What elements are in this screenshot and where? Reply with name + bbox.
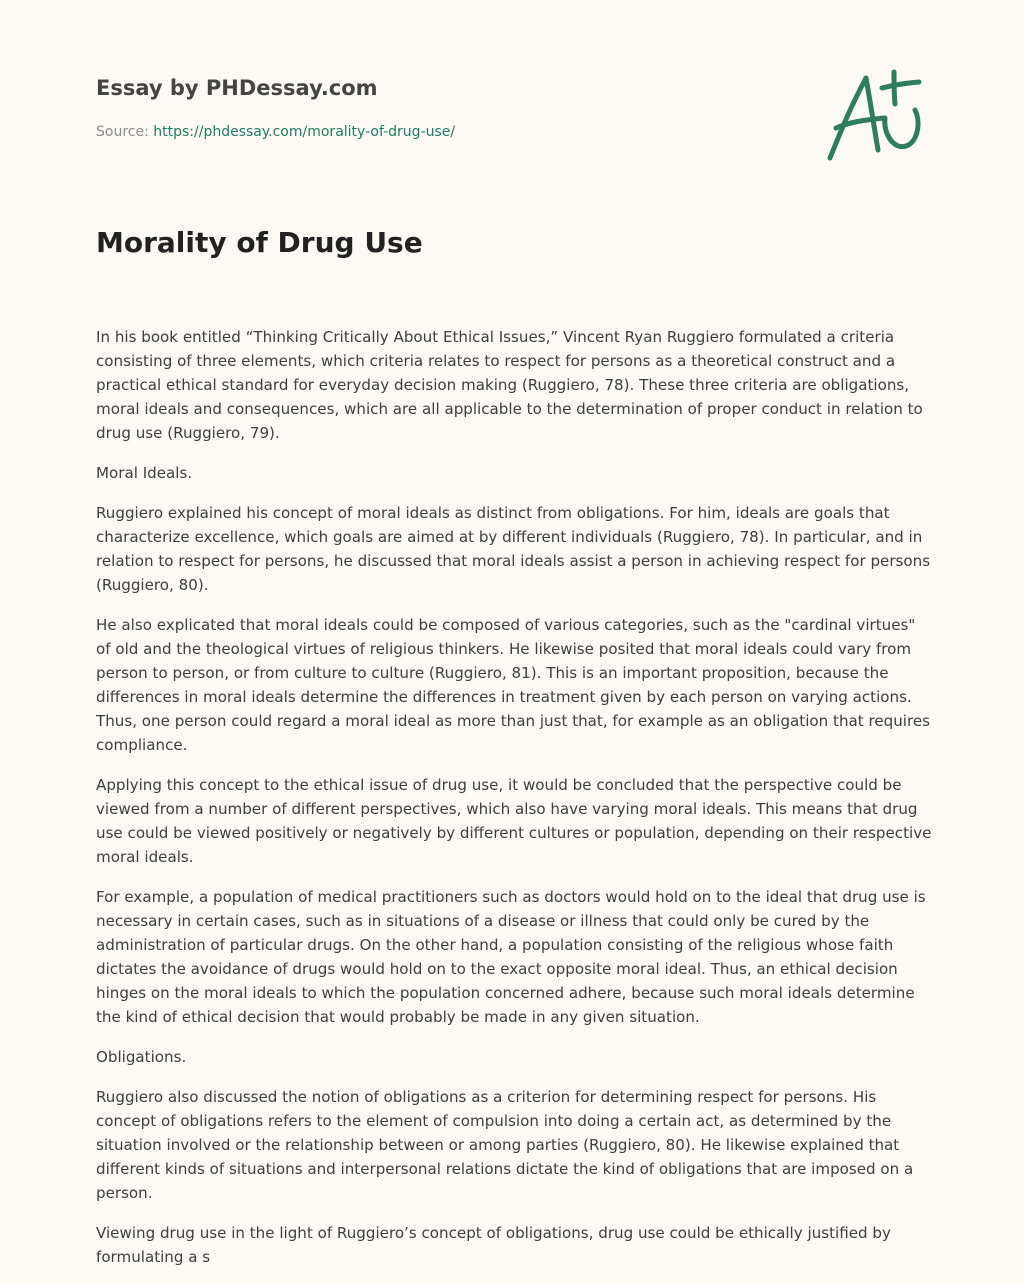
section-heading-moral-ideals: Moral Ideals.	[96, 464, 193, 482]
paragraph-truncated: Viewing drug use in the light of Ruggiero’s concept of obligations, drug use could be ethically justified by formulating a s	[96, 1224, 891, 1266]
source-line	[96, 124, 455, 140]
paragraph: Ruggiero explained his concept of moral ideals as distinct from obligations. For him, ideals are goals that characterize excellence, which goals are aimed at by different individuals (Ruggiero, 78). In particular, and in relation to respect for persons, he discussed that moral ideals assist a person in achieving respect for persons (Ruggiero, 80).	[96, 504, 931, 594]
paragraph: For example, a population of medical practitioners such as doctors would hold on to the ideal that drug use is necessary in certain cases, such as in situations of a disease or illness that could only be cured by the administration of particular drugs. On the other hand, a population consisting of the religious whose faith dictates the avoidance of drugs would hold on to the exact opposite moral ideal. Thus, an ethical decision hinges on the moral ideals to which the population concerned adhere, because such moral ideals determine the kind of ethical decision that would probably be made in any given situation.	[96, 888, 926, 1026]
source-link[interactable]: https://phdessay.com/morality-of-drug-use/	[153, 124, 456, 140]
paragraph: In his book entitled “Thinking Critically About Ethical Issues,” Vincent Ryan Ruggiero formulated a criteria consisting of three elements, which criteria relates to respect for persons as a theoretical construct and a practical ethical standard for everyday decision making (Ruggiero, 78). These three criteria are obligations, moral ideals and consequences, which are all applicable to the determination of proper conduct in relation to drug use (Ruggiero, 79).	[96, 328, 923, 442]
paragraph: He also explicated that moral ideals could be composed of various categories, such as the "cardinal virtues" of old and the theological virtues of religious thinkers. He likewise posited that moral ideals could vary from person to person, or from culture to culture (Ruggiero, 81). This is an important proposition, because the differences in moral ideals determine the differences in treatment given by each person on varying actions. Thus, one person could regard a moral ideal as more than just that, for example as an obligation that requires compliance.	[96, 616, 930, 754]
essay-body	[96, 325, 932, 1285]
source-label: Source:	[96, 124, 149, 140]
site-title: Essay by PHDessay.com	[96, 76, 378, 100]
paragraph: Ruggiero also discussed the notion of obligations as a criterion for determining respect for persons. His concept of obligations refers to the element of compulsion into doing a certain act, as determined by the situation involved or the relationship between or among parties (Ruggiero, 80). He likewise explained that different kinds of situations and interpersonal relations dictate the kind of obligations that are imposed on a person.	[96, 1088, 914, 1202]
essay-title: Morality of Drug Use	[96, 226, 423, 259]
a-plus-logo-icon	[822, 66, 928, 166]
paragraph: Applying this concept to the ethical issue of drug use, it would be concluded that the perspective could be viewed from a number of different perspectives, which also have varying moral ideals. This means that drug use could be viewed positively or negatively by different cultures or population, depending on their respective moral ideals.	[96, 776, 932, 866]
section-heading-obligations: Obligations.	[96, 1048, 187, 1066]
